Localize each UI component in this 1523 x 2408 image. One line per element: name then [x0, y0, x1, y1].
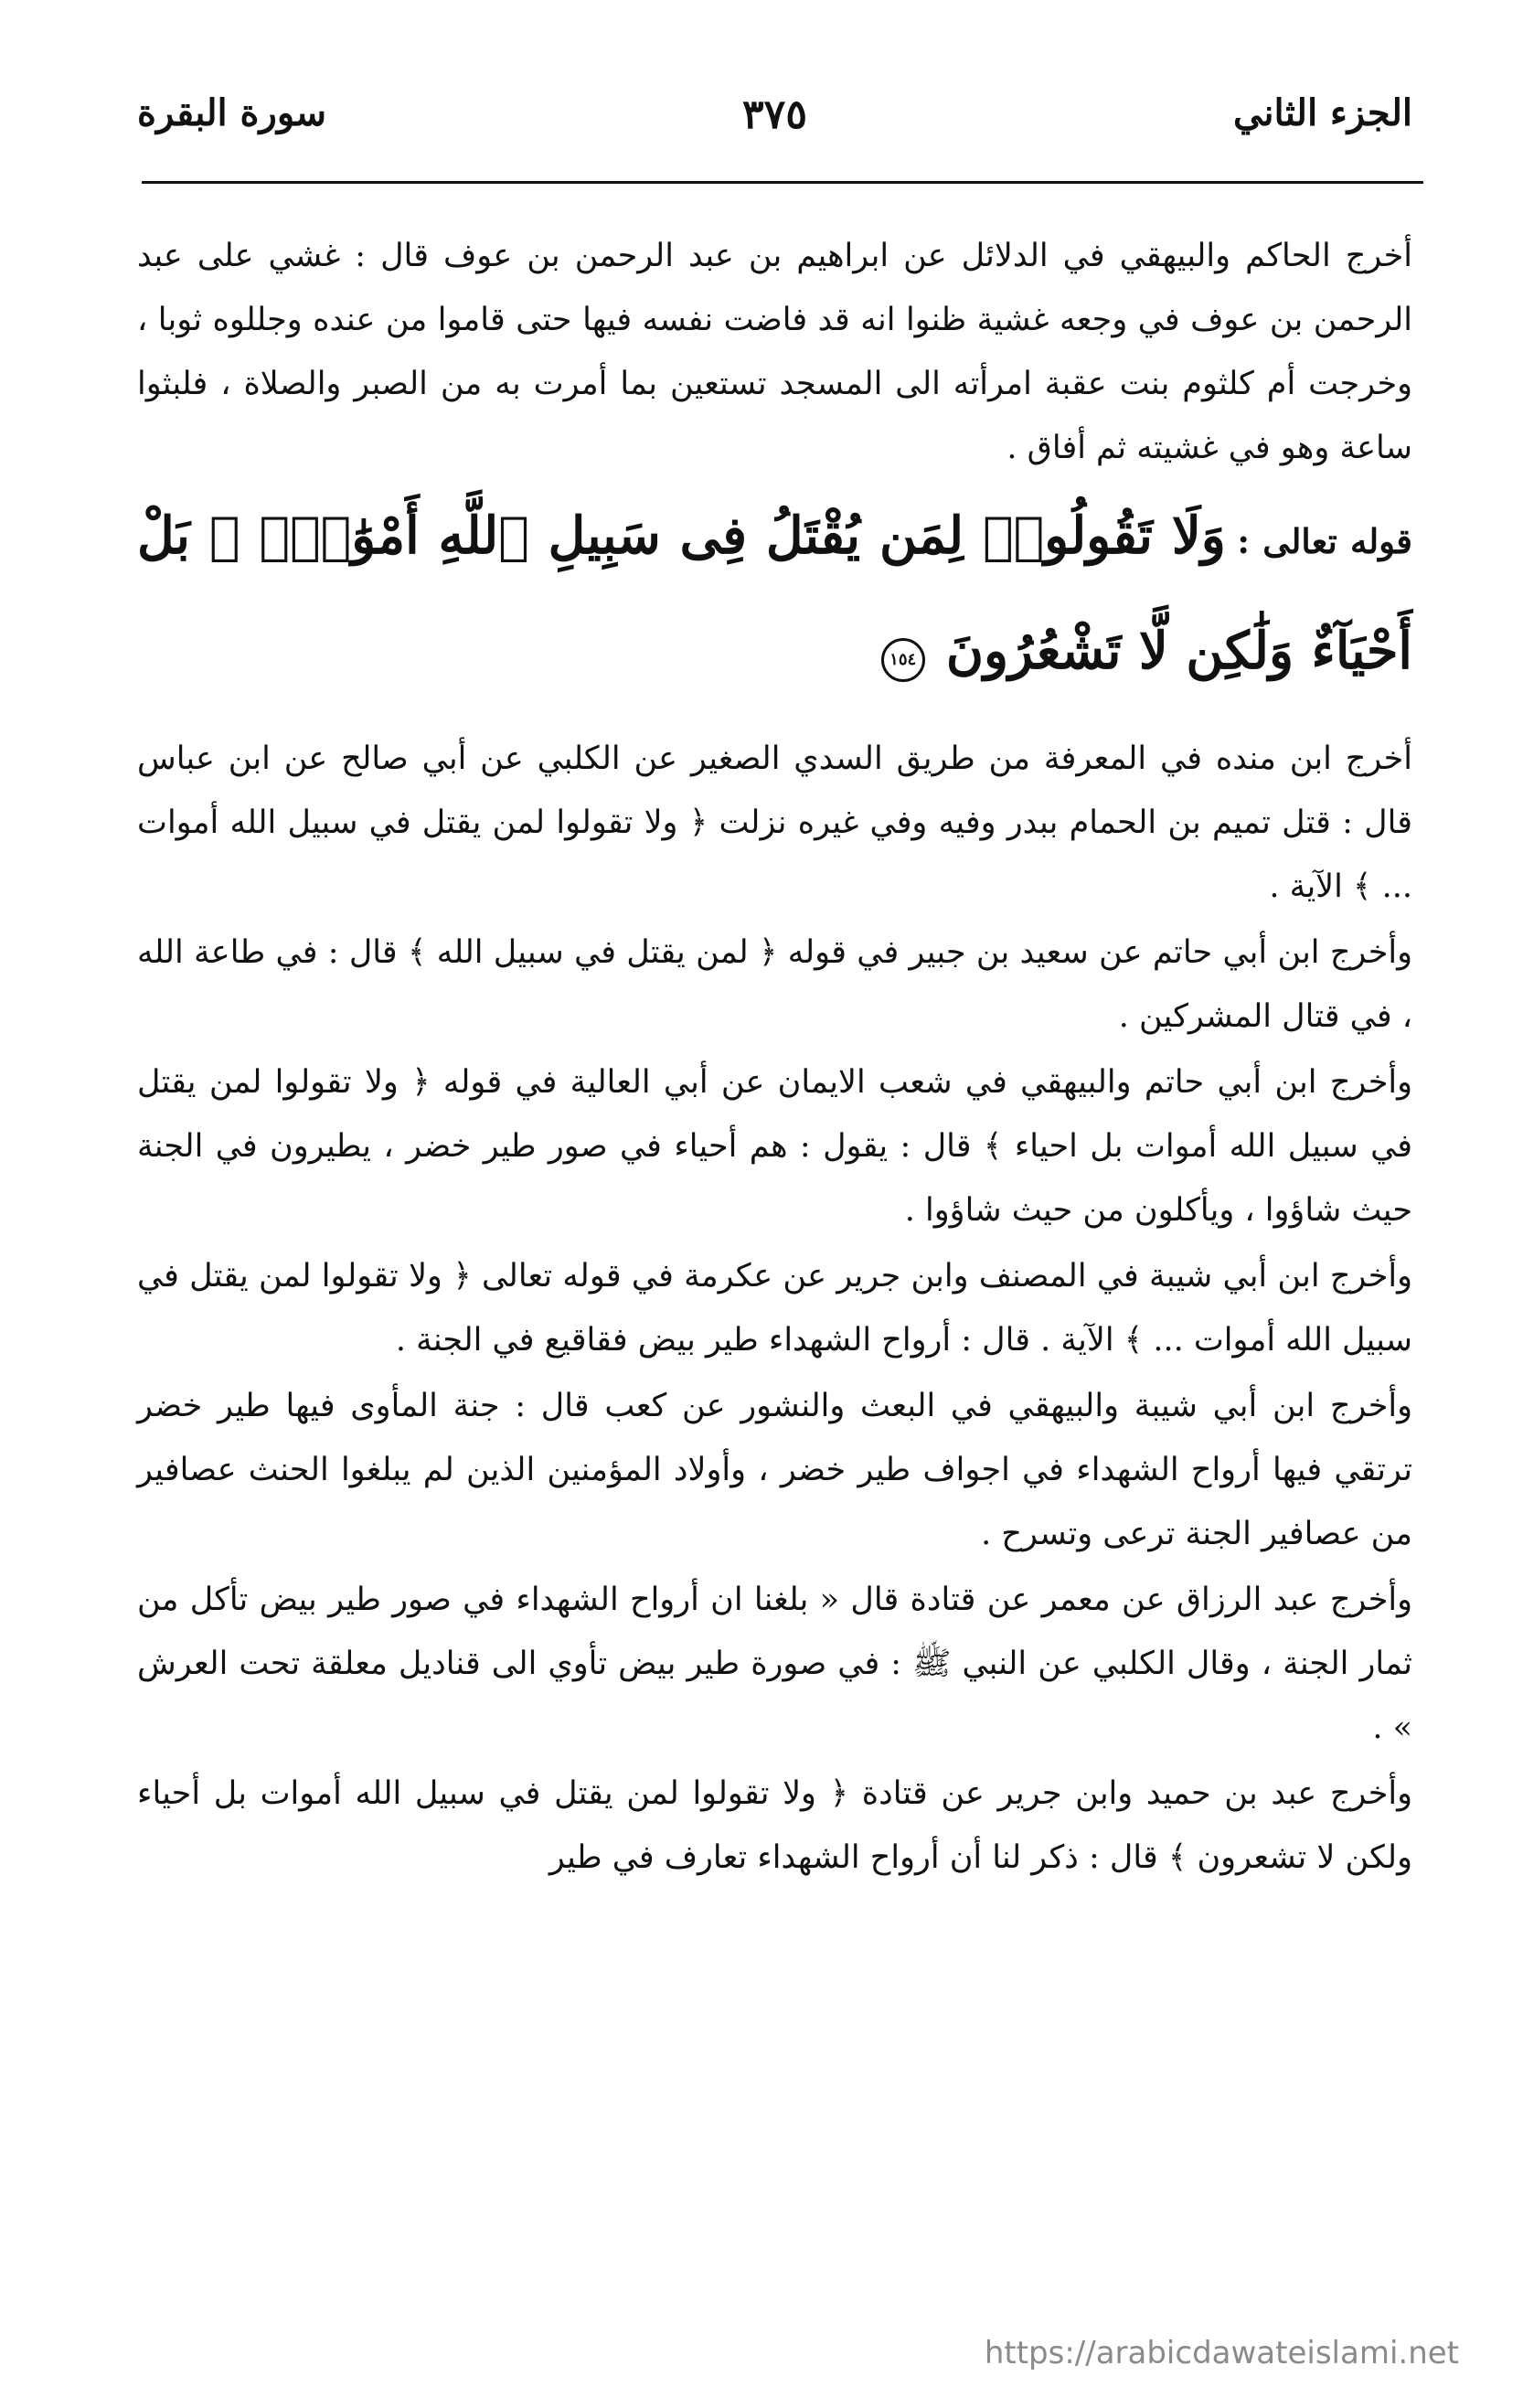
- paragraph: وأخرج ابن أبي شيبة والبيهقي في البعث والنشور عن كعب قال : جنة المأوى فيها طير خضر ترتقي فيها أرواح الشهداء في اجواف طير خضر ، وأولاد المؤمنين الذين لم يبلغوا الحنث عصافير من عصافير الجنة ترعى وتسرح .: [137, 1388, 1412, 1552]
- site-watermark: https://arabicdawateislami.net: [984, 2335, 1459, 2371]
- page-number: ٣٧٥: [742, 91, 807, 138]
- paragraph: وأخرج عبد بن حميد وابن جرير عن قتادة ﴿ ولا تقولوا لمن يقتل في سبيل الله أموات بل أحياء ولكن لا تشعرون ﴾ قال : ذكر لنا أن أرواح الشهداء تعارف في طير: [137, 1775, 1412, 1876]
- paragraph: أخرج الحاكم والبيهقي في الدلائل عن ابراهيم بن عبد الرحمن بن عوف قال : غشي على عبد الرحمن بن عوف في وجعه غشية ظنوا انه قد فاضت نفسه فيها حتى قاموا من عنده وجللوه ثوبا ، وخرجت أم كلثوم بنت عقبة امرأته الى المسجد تستعين بما أمرت به من الصبر والصلاة ، فلبثوا ساعة وهو في غشيته ثم أفاق .: [137, 238, 1412, 466]
- paragraph: وأخرج عبد الرزاق عن معمر عن قتادة قال « بلغنا ان أرواح الشهداء في صور طير بيض تأكل من ثمار الجنة ، وقال الكلبي عن النبي ﷺ : في صورة طير بيض تأوي الى قناديل معلقة تحت العرش » .: [137, 1582, 1412, 1746]
- paragraph: وأخرج ابن أبي شيبة في المصنف وابن جرير عن عكرمة في قوله تعالى ﴿ ولا تقولوا لمن يقتل في سبيل الله أموات ... ﴾ الآية . قال : أرواح الشهداء طير بيض فقاقيع في الجنة .: [137, 1258, 1412, 1358]
- paragraph: وأخرج ابن أبي حاتم والبيهقي في شعب الايمان عن أبي العالية في قوله ﴿ ولا تقولوا لمن يقتل في سبيل الله أموات بل احياء ﴾ قال : يقول : هم أحياء في صور طير خضر ، يطيرون في الجنة حيث شاؤوا ، ويأكلون من حيث شاؤوا .: [137, 1064, 1412, 1229]
- paragraph: أخرج ابن منده في المعرفة من طريق السدي الصغير عن الكلبي عن أبي صالح عن ابن عباس قال : قتل تميم بن الحمام ببدر وفيه وفي غيره نزلت ﴿ ولا تقولوا لمن يقتل في سبيل الله أموات ... ﴾ الآية .: [137, 741, 1412, 905]
- page-header: [137, 91, 1412, 155]
- page-body: [137, 224, 1412, 1890]
- ayah-number-mark: ١٥٤: [881, 638, 925, 682]
- paragraph: وأخرج ابن أبي حاتم عن سعيد بن جبير في قوله ﴿ لمن يقتل في سبيل الله ﴾ قال : في طاعة الله ، في قتال المشركين .: [137, 934, 1413, 1035]
- surah-label: سورة البقرة: [137, 91, 327, 134]
- quranic-heading: [137, 482, 1412, 712]
- quranic-verse: وَلَا تَقُولُوا۟ لِمَن يُقْتَلُ فِى سَبِيلِ ٱللَّهِ أَمْوَٰتٌۢ ۚ بَلْ أَحْيَآءٌ وَلَٰكِن لَّا تَشْعُرُونَ: [137, 506, 1412, 681]
- header-rule: [142, 181, 1423, 184]
- juz-label: الجزء الثاني: [1233, 91, 1412, 134]
- quranic-lead: قوله تعالى :: [1237, 521, 1412, 561]
